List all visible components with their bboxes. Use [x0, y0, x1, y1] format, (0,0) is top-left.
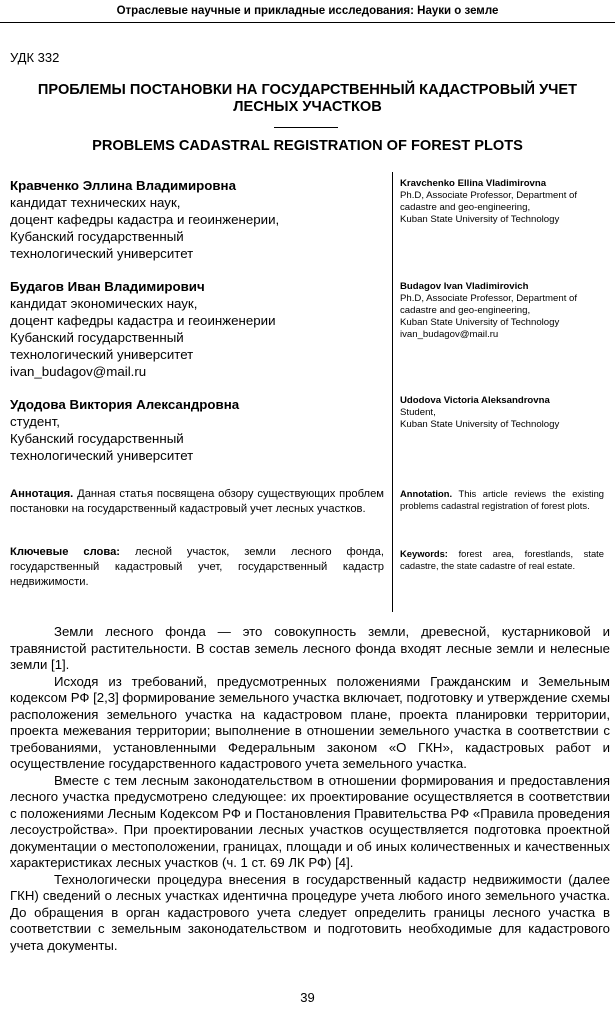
page-number: 39	[300, 990, 315, 1005]
abstract-en-label: Annotation.	[400, 488, 453, 499]
column-divider	[392, 172, 393, 612]
body-paragraph: Исходя из требований, предусмотренных положениями Гражданским и Земельным кодексом РФ [2,3] формирование земельного участка включает, подготовку и утверждение схемы расположения земельного участка на кадастровом плане, проекта планировки территории, проекта межевания территории; выполнение в отношении земельного участка в соответствии с требованиями, установленными Федеральным законом «О ГКН», кадастровых работ и осуществление государственного кадастрового учета земельного участка.	[10, 673, 610, 771]
author-email: ivan_budagov@mail.ru	[10, 364, 147, 379]
body-paragraph: Земли лесного фонда — это совокупность земли, древесной, кустарниковой и травянистой растительности. В состав земель лесного фонда входят лесные земли и нелесные земли [1].	[10, 624, 610, 672]
body-paragraph: Вместе с тем лесным законодательством в отношении формирования и предоставления лесного участка предусмотрено следующее: их проектирование осуществляется в соответствии с положениями Лесным Кодексом РФ и Постановления Правительства РФ «Правила проведения лесоустройства». При проектировании лесных участков осуществляется подготовка проектной документации о местоположении, границах, площади и об иных количественных и качественных характеристиках лесных участков (ч. 1 ст. 69 ЛК РФ) [4].	[10, 772, 610, 870]
author-name: Udodova Victoria Aleksandrovna	[400, 395, 550, 406]
author-line: Кубанский государственный	[10, 229, 184, 244]
author-line: Ph.D, Associate Professor, Department of	[400, 190, 578, 201]
udk-code: УДК 332	[10, 50, 60, 65]
author-name: Budagov Ivan Vladimirovich	[400, 281, 529, 292]
author-email: ivan_budagov@mail.ru	[400, 329, 499, 340]
title-ru-line-2: ЛЕСНЫХ УЧАСТКОВ	[233, 99, 382, 115]
author-ru-1	[10, 177, 380, 262]
author-en-2	[400, 281, 610, 341]
author-line: Kuban State University of Technology	[400, 214, 560, 225]
keywords-en-label: Keywords:	[400, 548, 448, 559]
author-name: Kravchenko Ellina Vladimirovna	[400, 178, 547, 189]
author-line: Кубанский государственный	[10, 330, 184, 345]
author-line: технологический университет	[10, 246, 194, 261]
abstract-ru-text: Данная статья посвящена обзору существующих проблем постановки на государственный кадастровый учет лесных участков.	[10, 488, 385, 515]
keywords-en-text: forest area, forestlands, state cadastre, the state cadastre of real estate.	[400, 548, 605, 571]
author-line: кандидат технических наук,	[10, 195, 181, 210]
header-rule	[0, 22, 615, 23]
author-line: cadastre and geo-engineering,	[400, 305, 531, 316]
author-name: Удодова Виктория Александровна	[10, 397, 240, 412]
author-line: Кубанский государственный	[10, 431, 184, 446]
title-ru	[0, 82, 615, 116]
keywords-en	[400, 548, 604, 572]
author-line: Kuban State University of Technology	[400, 317, 560, 328]
keywords-ru	[10, 545, 384, 590]
title-en: PROBLEMS CADASTRAL REGISTRATION OF FOREST PLOTS	[92, 138, 523, 154]
keywords-ru-text: лесной участок, земли лесного фонда, государственный кадастровый учет, государственный кадастр недвижимости.	[10, 546, 385, 588]
author-line: Ph.D, Associate Professor, Department of	[400, 293, 578, 304]
author-en-1	[400, 178, 610, 226]
abstract-ru	[10, 487, 384, 517]
author-ru-3	[10, 396, 380, 464]
author-line: доцент кафедры кадастра и геоинженерии,	[10, 212, 280, 227]
author-line: технологический университет	[10, 448, 194, 463]
title-ru-line-1: ПРОБЛЕМЫ ПОСТАНОВКИ НА ГОСУДАРСТВЕННЫЙ КАДАСТРОВЫЙ УЧЕТ	[37, 82, 578, 98]
author-line: Student,	[400, 407, 436, 418]
keywords-ru-label: Ключевые слова:	[10, 546, 121, 558]
body-paragraph: Технологически процедура внесения в государственный кадастр недвижимости (далее ГКН) сведений о лесных участках идентична процедуре учета любого иного земельного участка. До обращения в орган кадастрового учета следует определить границы лесного участка в соответствии с земельным законодательством и подготовить необходимые для кадастрового учета документы.	[10, 871, 610, 953]
author-line: технологический университет	[10, 347, 194, 362]
title-separator	[274, 127, 338, 128]
author-line: кандидат экономических наук,	[10, 296, 198, 311]
abstract-en	[400, 488, 604, 512]
abstract-ru-label: Аннотация.	[10, 488, 74, 500]
abstract-en-text: This article reviews the existing problems cadastral registration of forest plots.	[400, 488, 604, 511]
journal-header: Отраслевые научные и прикладные исследования: Науки о земле	[116, 5, 499, 17]
author-line: студент,	[10, 414, 60, 429]
author-line: Kuban State University of Technology	[400, 419, 560, 430]
author-name: Будагов Иван Владимирович	[10, 279, 205, 294]
author-name: Кравченко Эллина Владимировна	[10, 178, 236, 193]
author-line: cadastre and geo-engineering,	[400, 202, 531, 213]
author-ru-2	[10, 278, 380, 380]
article-body	[10, 624, 610, 954]
author-en-3	[400, 395, 610, 431]
author-line: доцент кафедры кадастра и геоинженерии	[10, 313, 276, 328]
